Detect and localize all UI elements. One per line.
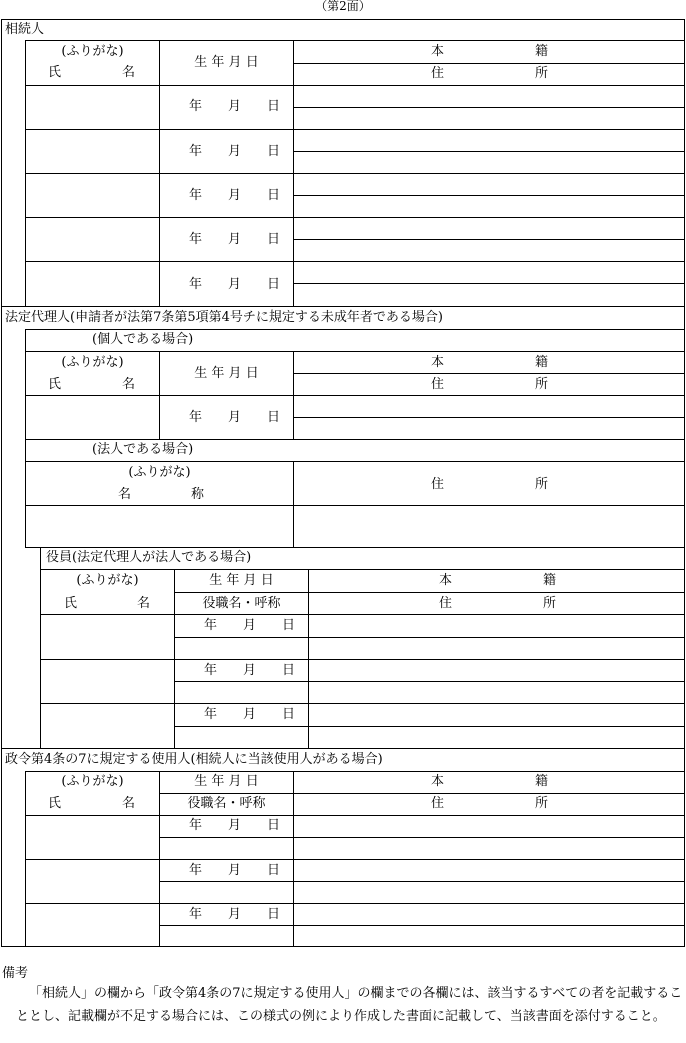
col-name-right: 名 <box>136 596 150 611</box>
heir-row-5-split <box>293 283 685 284</box>
date-month: 月 <box>227 277 241 292</box>
heir-col-address-right: 所 <box>534 66 548 81</box>
notes-title: 備考 <box>2 966 29 981</box>
heir-row-4-date <box>189 233 280 247</box>
heir-col-name-right: 名 <box>121 65 135 80</box>
col-address-left: 住 <box>431 477 445 492</box>
employees-row-1-date <box>189 819 280 833</box>
date-year: 年 <box>189 410 203 425</box>
date-year: 年 <box>204 618 218 633</box>
date-month: 月 <box>242 618 256 633</box>
legal-rep-individual-col-name <box>48 378 135 392</box>
heir-row-1-date <box>189 100 280 114</box>
date-month: 月 <box>227 99 241 114</box>
col-name-left: 氏 <box>48 796 62 811</box>
employees-col-furigana: (ふりがな) <box>61 774 124 789</box>
employees-header-bottom <box>25 815 685 816</box>
date-year: 年 <box>189 232 203 247</box>
heir-row-2-bottom <box>25 173 685 174</box>
date-month: 月 <box>227 818 241 833</box>
date-year: 年 <box>189 863 203 878</box>
col-address-left: 住 <box>439 596 453 611</box>
employees-row-2-split <box>159 881 685 882</box>
officers-col-furigana: (ふりがな) <box>76 573 139 588</box>
legal-rep-individual-date <box>189 411 280 425</box>
legal-rep-corporate-bottom <box>25 547 685 548</box>
officers-header-bottom <box>40 614 685 615</box>
date-day: 日 <box>266 188 280 203</box>
employees-row-1-bottom <box>25 859 685 860</box>
officers-col-birth: 生 年 月 日 <box>209 573 274 588</box>
heir-row-3-split <box>293 195 685 196</box>
legal-rep-individual-col-honseki <box>431 356 548 370</box>
col-honseki-left: 本 <box>431 355 445 370</box>
employees-row-2-date <box>189 864 280 878</box>
officers-row-1-bottom <box>40 659 685 660</box>
date-day: 日 <box>266 144 280 159</box>
date-month: 月 <box>227 863 241 878</box>
heir-row-3-bottom <box>25 217 685 218</box>
heir-row-3-date <box>189 189 280 203</box>
heir-section-title: 相続人 <box>5 22 45 37</box>
date-year: 年 <box>189 144 203 159</box>
date-month: 月 <box>227 907 241 922</box>
heir-row-4-split <box>293 239 685 240</box>
heir-header-top <box>25 40 685 41</box>
heir-col-honseki-left: 本 <box>431 44 445 59</box>
date-year: 年 <box>189 907 203 922</box>
legal-rep-section-title: 法定代理人(申請者が法第7条第5項第4号チに規定する未成年者である場合) <box>5 310 443 325</box>
heir-header-bottom <box>25 85 685 86</box>
date-day: 日 <box>266 99 280 114</box>
page-label: （第2面） <box>315 0 371 13</box>
employees-row-3-split <box>159 925 685 926</box>
heir-header-mid <box>293 63 685 64</box>
officers-col-honseki <box>439 574 556 588</box>
date-day: 日 <box>266 818 280 833</box>
employees-col-title: 役職名・呼称 <box>187 796 266 811</box>
officers-section-bottom <box>1 748 685 749</box>
heir-col-honseki-right: 籍 <box>534 44 548 59</box>
heir-col-honseki <box>431 45 548 59</box>
date-day: 日 <box>266 232 280 247</box>
employees-col-birth: 生 年 月 日 <box>194 774 259 789</box>
heir-col-birth: 生 年 月 日 <box>194 55 259 70</box>
heir-col-address-left: 住 <box>431 66 445 81</box>
date-day: 日 <box>281 618 295 633</box>
col-honseki-right: 籍 <box>534 774 548 789</box>
legal-rep-individual-header-top <box>25 351 685 352</box>
employees-col-name <box>48 797 135 811</box>
date-day: 日 <box>266 410 280 425</box>
col-honseki-left: 本 <box>439 573 453 588</box>
date-month: 月 <box>242 707 256 722</box>
legal-rep-corporate-header-bottom <box>25 505 685 506</box>
legal-rep-individual-col-furigana: (ふりがな) <box>61 355 124 370</box>
col-address-right: 所 <box>534 377 548 392</box>
legal-rep-corporate-title: (法人である場合) <box>92 442 194 457</box>
heir-row-1-bottom <box>25 129 685 130</box>
officers-row-2-split <box>174 681 685 682</box>
date-day: 日 <box>266 277 280 292</box>
legal-rep-individual-col-birth: 生 年 月 日 <box>194 366 259 381</box>
employees-col-address <box>431 797 548 811</box>
legal-rep-corporate-col <box>293 461 294 547</box>
heir-row-5-date <box>189 278 280 292</box>
date-month: 月 <box>227 410 241 425</box>
date-day: 日 <box>281 707 295 722</box>
employees-row-2-bottom <box>25 903 685 904</box>
col-name-right: 名 <box>121 796 135 811</box>
col-name-right: 名 <box>121 377 135 392</box>
col-name-left: 氏 <box>48 377 62 392</box>
col-address-left: 住 <box>431 377 445 392</box>
date-day: 日 <box>266 863 280 878</box>
legal-rep-individual-bottom <box>25 439 685 440</box>
legal-rep-individual-header-mid <box>293 373 685 374</box>
heir-row-4-bottom <box>25 261 685 262</box>
employees-row-1-split <box>159 837 685 838</box>
employees-col-honseki <box>431 775 548 789</box>
legal-rep-individual-row-split <box>293 417 685 418</box>
col-honseki-right: 籍 <box>542 573 556 588</box>
date-month: 月 <box>227 144 241 159</box>
col-name-left: 氏 <box>64 596 78 611</box>
heir-section-bottom <box>1 306 685 307</box>
notes-body: 「相続人」の欄から「政令第4条の7に規定する使用人」の欄までの各欄には、該当するすべての者を記載することとし、記載欄が不足する場合には、この様式の例により作成した書面に記載して、当該書面を添付すること。 <box>16 986 683 1024</box>
legal-rep-corporate-col-furigana: (ふりがな) <box>128 465 191 480</box>
officers-header-top <box>40 569 685 570</box>
date-year: 年 <box>204 707 218 722</box>
col-corp-name-left: 名 <box>118 487 132 502</box>
heir-row-2-split <box>293 151 685 152</box>
heir-col-furigana: (ふりがな) <box>61 44 124 59</box>
heir-row-1-split <box>293 107 685 108</box>
legal-rep-individual-col-address <box>431 378 548 392</box>
heir-col-name <box>48 66 135 80</box>
officers-col-address <box>439 597 556 611</box>
heir-col-address <box>431 67 548 81</box>
legal-rep-corporate-header-top <box>25 461 685 462</box>
heir-col-name-left: 氏 <box>48 65 62 80</box>
date-day: 日 <box>281 663 295 678</box>
employees-header-top <box>25 771 685 772</box>
date-year: 年 <box>189 818 203 833</box>
col-corp-name-right: 称 <box>190 487 204 502</box>
officers-row-3-date <box>204 708 295 722</box>
officers-row-2-bottom <box>40 703 685 704</box>
officers-col-name <box>64 597 150 611</box>
col-honseki-left: 本 <box>431 774 445 789</box>
employees-section-title: 政令第4条の7に規定する使用人(相続人に当該使用人がある場合) <box>5 752 383 767</box>
legal-rep-individual-title: (個人である場合) <box>92 332 194 347</box>
officers-header-mid <box>174 592 685 593</box>
date-year: 年 <box>189 188 203 203</box>
date-month: 月 <box>227 232 241 247</box>
employees-header-mid <box>159 793 685 794</box>
legal-rep-corporate-col-name <box>118 488 204 502</box>
legal-rep-individual-header-bottom <box>25 395 685 396</box>
date-year: 年 <box>189 99 203 114</box>
date-month: 月 <box>227 188 241 203</box>
officers-col-title: 役職名・呼称 <box>202 596 281 611</box>
col-address-right: 所 <box>534 796 548 811</box>
date-month: 月 <box>242 663 256 678</box>
officers-section-title: 役員(法定代理人が法人である場合) <box>46 550 252 565</box>
legal-rep-corporate-col-address <box>431 478 548 492</box>
date-day: 日 <box>266 907 280 922</box>
col-address-left: 住 <box>431 796 445 811</box>
date-year: 年 <box>189 277 203 292</box>
date-year: 年 <box>204 663 218 678</box>
col-address-right: 所 <box>542 596 556 611</box>
heir-row-2-date <box>189 145 280 159</box>
employees-row-3-date <box>189 908 280 922</box>
officers-row-1-split <box>174 637 685 638</box>
legal-rep-top <box>25 329 685 330</box>
officers-row-2-date <box>204 664 295 678</box>
col-honseki-right: 籍 <box>534 355 548 370</box>
officers-row-3-split <box>174 726 685 727</box>
col-address-right: 所 <box>534 477 548 492</box>
officers-row-1-date <box>204 619 295 633</box>
